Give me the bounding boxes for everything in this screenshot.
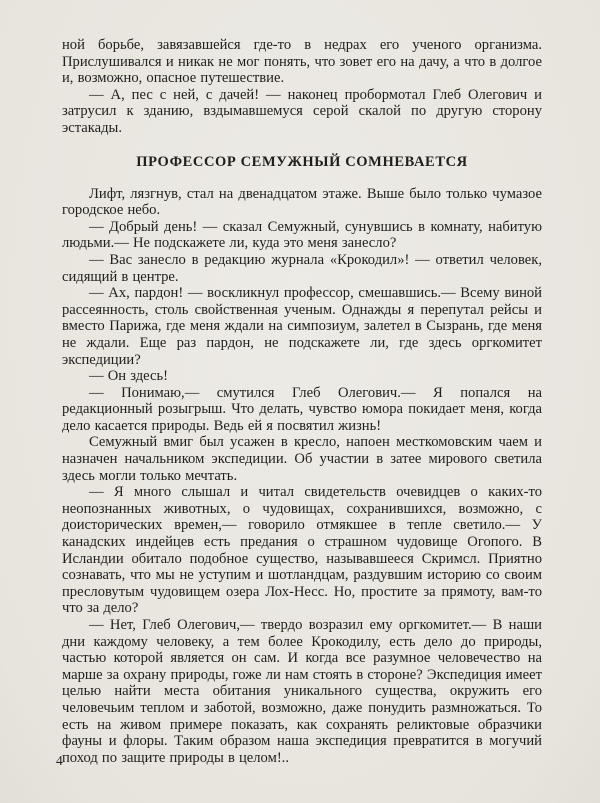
paragraph: Лифт, лязгнув, стал на двенадцатом этаже. Выше было только чумазое городское небо. [62,185,542,219]
paragraph: — Понимаю,— смутился Глеб Олегович.— Я попался на редакционный розыгрыш. Что делать, чувство юмора покидает меня, когда дело касается природы. Ведь ей я посвятил жизнь! [62,384,542,434]
paragraph: Семужный вмиг был усажен в кресло, напоен месткомовским чаем и назначен начальником экспедиции. Об участии в затее мирового светила здесь могли только мечтать. [62,434,542,484]
paragraph: — Вас занесло в редакцию журнала «Крокодил»! — ответил человек, сидящий в центре. [62,251,542,285]
paragraph: — Добрый день! — сказал Семужный, сунувшись в комнату, набитую людьми.— Не подскажете ли, куда это меня занесло? [62,218,542,252]
paragraph: — Ах, пардон! — воскликнул профессор, смешавшись.— Всему виной рассеянность, столь свойственная ученым. Однажды я перепутал рейсы и вместо Парижа, где меня ждали на симпозиум, залетел в Сызрань, где меня не ждали. Еще раз пардон, не подскажете ли, где здесь оргкомитет экспедиции? [62,285,542,368]
chapter-heading: ПРОФЕССОР СЕМУЖНЫЙ СОМНЕВАЕТСЯ [136,153,468,170]
paragraph: — Я много слышал и читал свидетельств очевидцев о каких-то неопознанных животных, о чудовищах, сохранившихся, возможно, с доисторических времен,— говорило отмякшее в тепле светило.— У канадских индейцев есть предания о страшном чудовище Огопого. В Исландии обитало подобное существо, называвшееся Скримсл. Приятно сознавать, что мы не уступим и шотландцам, раздувшим историю со своим пресловутым чудовищем озера Лох-Несс. Но, простите за прямоту, вам-то что за дело? [62,484,542,617]
paragraph-continuation: ной борьбе, завязавшейся где-то в недрах его ученого организма. Прислушивался и никак не мог понять, что зовет его на дачу, а что в долгое и, возможно, опасное путешествие. [62,37,542,87]
paragraph: — Нет, Глеб Олегович,— твердо возразил ему оргкомитет.— В наши дни каждому человеку, а тем более Крокодилу, есть дело до природы, частью которой является он сам. И когда все разумное человечество на марше за охрану природы, гоже ли нам стоять в стороне? Экспедиция имеет целью найти места обитания уникального существа, окружить его человечьим теплом и заботой, возможно, даже понудить размножаться. То есть на живом примере показать, как сохранять реликтовые образчики фауны и флоры. Таким образом наша экспедиция превратится в могучий поход по защите природы в целом!.. [62,617,542,766]
paragraph: — А, пес с ней, с дачей! — наконец пробормотал Глеб Олегович и затрусил к зданию, вздымавшемуся серой скалой по другую сторону эстакады. [62,86,542,136]
page-number: 4 [56,753,63,769]
paragraph: — Он здесь! [89,368,168,385]
